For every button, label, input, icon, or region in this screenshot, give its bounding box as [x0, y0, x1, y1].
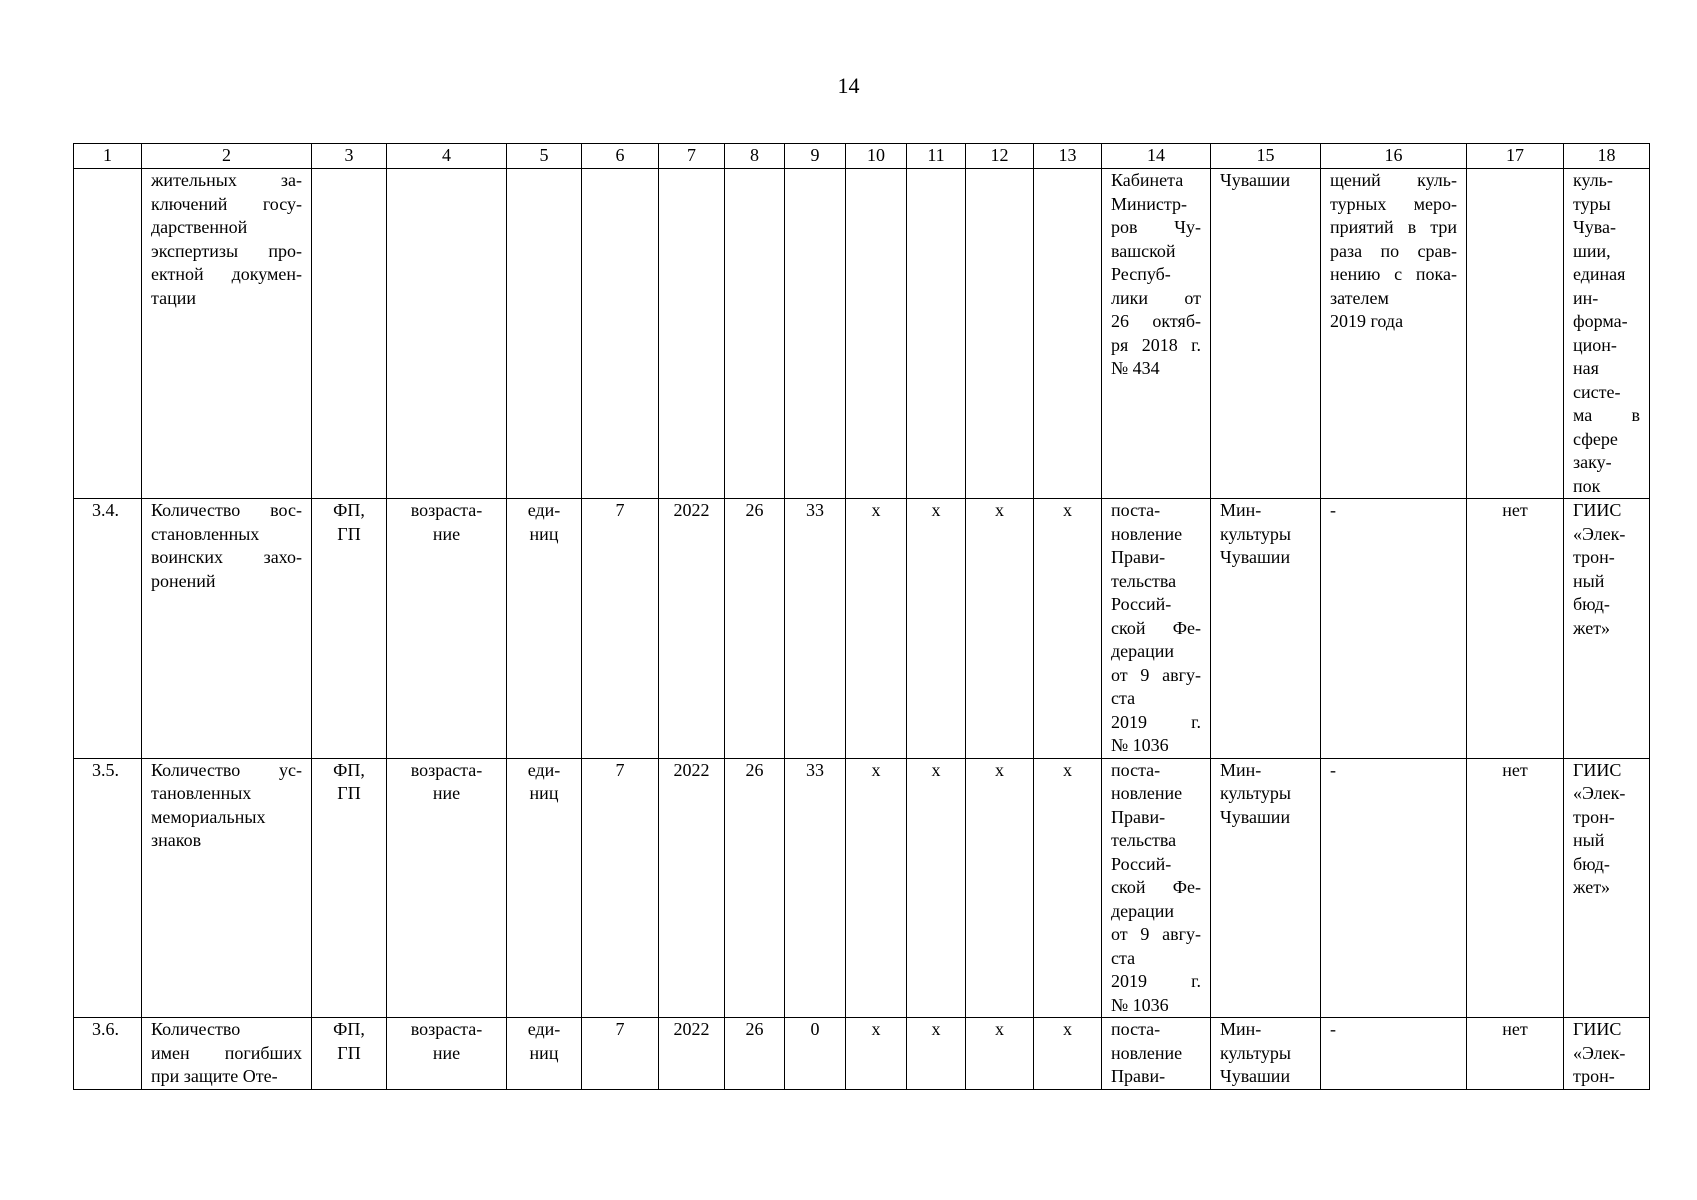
column-header: 4 — [387, 144, 507, 169]
code-cell — [582, 169, 659, 499]
cell-text-line: от 9 авгу- — [1111, 664, 1201, 685]
cell-text: 7 — [615, 1019, 625, 1039]
column-header: 8 — [725, 144, 785, 169]
code-cell — [582, 499, 659, 759]
relation-cell — [1321, 499, 1467, 759]
cell-text-line: Кабинета — [1111, 170, 1184, 190]
cell-text: х — [1063, 759, 1072, 780]
cell-text-line: имен погибших — [151, 1042, 302, 1063]
cell-text-line: ГИИС — [1573, 1019, 1622, 1039]
cell-text-line: Прави- — [1111, 547, 1166, 567]
cell-text: х — [995, 759, 1004, 780]
column-header: 17 — [1467, 144, 1564, 169]
trend-cell — [387, 499, 507, 759]
cell-text-line: ниц — [529, 1042, 559, 1063]
cell-text-line: Мин- — [1220, 500, 1262, 520]
level-cell — [312, 758, 387, 1018]
indicator-name-cell — [142, 499, 312, 759]
cell-text-line: ма в — [1573, 405, 1640, 425]
cell-text-line: бюд- — [1573, 853, 1610, 874]
cell-text-line: поста- — [1111, 759, 1161, 780]
cell-text-line: Прави- — [1111, 806, 1166, 827]
value-cell — [846, 1018, 907, 1090]
cell-text: х — [995, 500, 1004, 520]
cell-text-line: 2019 г. — [1111, 711, 1201, 732]
cell-text: 33 — [806, 759, 824, 780]
cell-text-line: приятий в три — [1330, 217, 1457, 237]
cell-text: 3.4. — [92, 500, 119, 520]
cell-text-line: 2019 года — [1330, 311, 1404, 331]
cell-text: х — [931, 1019, 941, 1039]
indicators-table — [73, 143, 1650, 1090]
value-cell — [907, 758, 966, 1018]
indicator-name-cell — [142, 758, 312, 1018]
cell-text-line: Прави- — [1111, 1066, 1166, 1086]
row-number-cell — [74, 1018, 142, 1090]
cell-text-line: Мин- — [1220, 1019, 1262, 1039]
cell-text-line: мемориальных — [151, 806, 266, 827]
base-year-cell — [659, 169, 725, 499]
cell-text-line: ин- — [1573, 287, 1599, 308]
cell-text-line: № 1036 — [1111, 994, 1169, 1015]
cell-text: 3.6. — [92, 1019, 119, 1039]
row-number-cell — [74, 169, 142, 499]
responsible-cell — [1211, 169, 1321, 499]
cell-text: х — [931, 500, 941, 520]
cell-text-line: трон- — [1573, 806, 1615, 827]
cell-text-line: дерации — [1111, 900, 1175, 921]
info-system-cell — [1564, 1018, 1650, 1090]
cell-text-line: культуры — [1220, 783, 1291, 803]
cell-text-line: ской Фе- — [1111, 877, 1201, 897]
cell-text-line: Чувашии — [1220, 1066, 1291, 1086]
cell-text-line: ГП — [337, 523, 361, 544]
cell-text-line: дерации — [1111, 641, 1175, 661]
cell-text-line: тельства — [1111, 570, 1177, 591]
cell-text-line: «Элек- — [1573, 1042, 1626, 1063]
cell-text-line: - — [1330, 759, 1336, 780]
column-header: 10 — [846, 144, 907, 169]
column-header: 1 — [74, 144, 142, 169]
document-cell — [1102, 169, 1211, 499]
code-cell — [582, 1018, 659, 1090]
cell-text-line: ный — [1573, 570, 1605, 591]
flag-cell — [1467, 169, 1564, 499]
cell-text-line: ФП, — [333, 759, 365, 780]
value-cell — [966, 1018, 1034, 1090]
cell-text-line: ста — [1111, 688, 1136, 708]
column-header: 18 — [1564, 144, 1650, 169]
cell-text: 3.5. — [92, 759, 119, 780]
code-cell — [582, 758, 659, 1018]
cell-text-line: цион- — [1573, 334, 1617, 355]
cell-text: 2022 — [673, 1019, 710, 1039]
cell-text-line: № 434 — [1111, 358, 1160, 378]
unit-cell — [507, 169, 582, 499]
cell-text-line: становленных — [151, 523, 260, 544]
value-cell — [966, 499, 1034, 759]
cell-text-line: возраста- — [410, 759, 483, 780]
cell-text-line: «Элек- — [1573, 783, 1626, 803]
cell-text-line: ная — [1573, 358, 1599, 378]
cell-text-line: Россий- — [1111, 594, 1172, 614]
info-system-cell — [1564, 169, 1650, 499]
cell-text: х — [871, 1019, 881, 1039]
value-cell — [1034, 499, 1102, 759]
cell-text-line: экспертизы про- — [151, 240, 302, 261]
cell-text-line: зателем — [1330, 287, 1389, 308]
cell-text-line: новление — [1111, 523, 1183, 544]
base-year-cell — [659, 499, 725, 759]
value-cell — [966, 169, 1034, 499]
cell-text-line: Чува- — [1573, 217, 1616, 237]
info-system-cell — [1564, 499, 1650, 759]
cell-text-line: бюд- — [1573, 594, 1610, 614]
cell-text-line: форма- — [1573, 311, 1628, 331]
relation-cell — [1321, 1018, 1467, 1090]
flag-cell — [1467, 499, 1564, 759]
flag-cell — [1467, 1018, 1564, 1090]
value-cell — [785, 1018, 846, 1090]
cell-text-line: возраста- — [410, 1019, 483, 1039]
column-header: 9 — [785, 144, 846, 169]
cell-text-line: жительных за- — [151, 170, 302, 190]
column-header: 2 — [142, 144, 312, 169]
value-cell — [966, 758, 1034, 1018]
cell-text: х — [1063, 1019, 1072, 1039]
value-cell — [785, 758, 846, 1018]
cell-text-line: вашской — [1111, 240, 1176, 261]
cell-text-line: культуры — [1220, 523, 1291, 544]
cell-text-line: при защите Оте- — [151, 1066, 278, 1086]
row-number-cell — [74, 499, 142, 759]
cell-text-line: Чувашии — [1220, 806, 1291, 827]
column-header: 5 — [507, 144, 582, 169]
document-cell — [1102, 499, 1211, 759]
base-value-cell — [725, 169, 785, 499]
column-header: 16 — [1321, 144, 1467, 169]
value-cell — [1034, 758, 1102, 1018]
cell-text-line: новление — [1111, 783, 1183, 803]
cell-text-line: от 9 авгу- — [1111, 924, 1201, 944]
value-cell — [907, 169, 966, 499]
cell-text-line: еди- — [527, 500, 561, 520]
cell-text-line: возраста- — [410, 500, 483, 520]
base-value-cell — [725, 1018, 785, 1090]
responsible-cell — [1211, 1018, 1321, 1090]
column-header: 6 — [582, 144, 659, 169]
base-value-cell — [725, 758, 785, 1018]
cell-text-line: ектной докумен- — [151, 264, 302, 284]
cell-text-line: тельства — [1111, 830, 1177, 850]
cell-text-line: новление — [1111, 1042, 1183, 1063]
unit-cell — [507, 499, 582, 759]
base-year-cell — [659, 1018, 725, 1090]
cell-text-line: Чувашии — [1220, 170, 1291, 190]
cell-text-line: шии, — [1573, 240, 1611, 261]
flag-cell — [1467, 758, 1564, 1018]
cell-text-line: сфере — [1573, 428, 1618, 449]
cell-text-line: нению с пока- — [1330, 264, 1457, 284]
cell-text: 33 — [806, 500, 824, 520]
cell-text-line: ние — [432, 1042, 461, 1063]
trend-cell — [387, 1018, 507, 1090]
cell-text-line: - — [1330, 1019, 1336, 1039]
cell-text-line: еди- — [527, 759, 561, 780]
relation-cell — [1321, 169, 1467, 499]
cell-text-line: ров Чу- — [1111, 217, 1201, 237]
cell-text-line: поста- — [1111, 500, 1161, 520]
cell-text-line: ГП — [337, 783, 361, 803]
cell-text-line: воинских захо- — [151, 547, 302, 567]
column-header: 15 — [1211, 144, 1321, 169]
cell-text-line: ключений госу- — [151, 193, 302, 214]
column-header: 11 — [907, 144, 966, 169]
document-cell — [1102, 758, 1211, 1018]
cell-text-line: ние — [432, 523, 461, 544]
cell-text-line: тановленных — [151, 783, 252, 803]
cell-text-line: дарственной — [151, 217, 248, 237]
trend-cell — [387, 169, 507, 499]
cell-text-line: ФП, — [333, 1019, 365, 1039]
cell-text-line: Респуб- — [1111, 264, 1171, 284]
cell-text-line: заку- — [1573, 452, 1612, 472]
cell-text-line: ста — [1111, 947, 1136, 968]
cell-text-line: знаков — [151, 830, 202, 850]
responsible-cell — [1211, 499, 1321, 759]
cell-text-line: раза по срав- — [1330, 240, 1457, 261]
cell-text-line: культуры — [1220, 1042, 1291, 1063]
cell-text-line: Количество — [151, 1019, 241, 1039]
cell-text-line: жет» — [1573, 877, 1611, 897]
table-row — [74, 169, 1650, 499]
relation-cell — [1321, 758, 1467, 1018]
cell-text: 2022 — [673, 759, 710, 780]
cell-text-line: пок — [1573, 475, 1601, 496]
value-cell — [846, 169, 907, 499]
cell-text: х — [1063, 500, 1072, 520]
cell-text-line: ГИИС — [1573, 500, 1622, 520]
row-number-cell — [74, 758, 142, 1018]
cell-text-line: Количество вос- — [151, 500, 302, 520]
column-header: 14 — [1102, 144, 1211, 169]
cell-text: х — [871, 500, 881, 520]
cell-text-line: поста- — [1111, 1019, 1161, 1039]
cell-text-line: Министр- — [1111, 193, 1187, 214]
cell-text-line: Чувашии — [1220, 547, 1291, 567]
cell-text-line: единая — [1573, 264, 1626, 284]
value-cell — [907, 1018, 966, 1090]
cell-text-line: - — [1330, 500, 1336, 520]
cell-text-line: 2019 г. — [1111, 971, 1201, 991]
cell-text-line: жет» — [1573, 617, 1611, 638]
cell-text: 2022 — [673, 500, 710, 520]
indicator-name-cell — [142, 169, 312, 499]
indicator-name-cell — [142, 1018, 312, 1090]
cell-text-line: ГИИС — [1573, 759, 1622, 780]
column-header: 3 — [312, 144, 387, 169]
cell-text-line: ронений — [151, 570, 216, 591]
value-cell — [785, 499, 846, 759]
cell-text-line: Россий- — [1111, 853, 1172, 874]
cell-text: 7 — [615, 759, 625, 780]
cell-text-line: тации — [151, 287, 196, 308]
cell-text-line: ный — [1573, 830, 1605, 850]
cell-text-line: ФП, — [333, 500, 365, 520]
cell-text: х — [931, 759, 941, 780]
cell-text: х — [871, 759, 881, 780]
page-number: 14 — [837, 73, 860, 98]
level-cell — [312, 1018, 387, 1090]
table-row — [74, 1018, 1650, 1090]
base-value-cell — [725, 499, 785, 759]
cell-text: 0 — [810, 1019, 820, 1039]
value-cell — [846, 499, 907, 759]
cell-text-line: ГП — [337, 1042, 361, 1063]
cell-text-line: туры — [1573, 193, 1611, 214]
cell-text-line: ской Фе- — [1111, 617, 1201, 638]
value-cell — [1034, 169, 1102, 499]
cell-text: х — [995, 1019, 1004, 1039]
cell-text: нет — [1502, 759, 1528, 780]
table-row — [74, 758, 1650, 1018]
cell-text-line: 26 октяб- — [1111, 311, 1201, 331]
cell-text-line: еди- — [527, 1019, 561, 1039]
cell-text-line: трон- — [1573, 547, 1615, 567]
cell-text-line: лики от — [1111, 287, 1201, 308]
column-header: 12 — [966, 144, 1034, 169]
value-cell — [785, 169, 846, 499]
unit-cell — [507, 758, 582, 1018]
cell-text: 26 — [745, 1019, 764, 1039]
cell-text-line: «Элек- — [1573, 523, 1626, 544]
cell-text-line: Мин- — [1220, 759, 1262, 780]
responsible-cell — [1211, 758, 1321, 1018]
cell-text: нет — [1502, 1019, 1528, 1039]
cell-text-line: куль- — [1573, 170, 1613, 190]
cell-text-line: ниц — [529, 523, 559, 544]
value-cell — [846, 758, 907, 1018]
cell-text-line: Количество ус- — [151, 759, 302, 780]
cell-text: 26 — [745, 500, 764, 520]
cell-text-line: ря 2018 г. — [1111, 334, 1201, 355]
cell-text: 7 — [615, 500, 625, 520]
unit-cell — [507, 1018, 582, 1090]
base-year-cell — [659, 758, 725, 1018]
cell-text: 26 — [745, 759, 764, 780]
level-cell — [312, 499, 387, 759]
trend-cell — [387, 758, 507, 1018]
cell-text-line: турных меро- — [1330, 193, 1457, 214]
column-header: 13 — [1034, 144, 1102, 169]
cell-text-line: трон- — [1573, 1066, 1615, 1086]
cell-text-line: № 1036 — [1111, 735, 1169, 755]
value-cell — [907, 499, 966, 759]
cell-text-line: систе- — [1573, 381, 1621, 402]
info-system-cell — [1564, 758, 1650, 1018]
value-cell — [1034, 1018, 1102, 1090]
document-cell — [1102, 1018, 1211, 1090]
cell-text-line: ниц — [529, 783, 559, 803]
level-cell — [312, 169, 387, 499]
cell-text: нет — [1502, 500, 1528, 520]
column-header: 7 — [659, 144, 725, 169]
table-row — [74, 499, 1650, 759]
cell-text-line: щений куль- — [1330, 170, 1457, 190]
table-header-row — [74, 144, 1650, 169]
cell-text-line: ние — [432, 783, 461, 803]
